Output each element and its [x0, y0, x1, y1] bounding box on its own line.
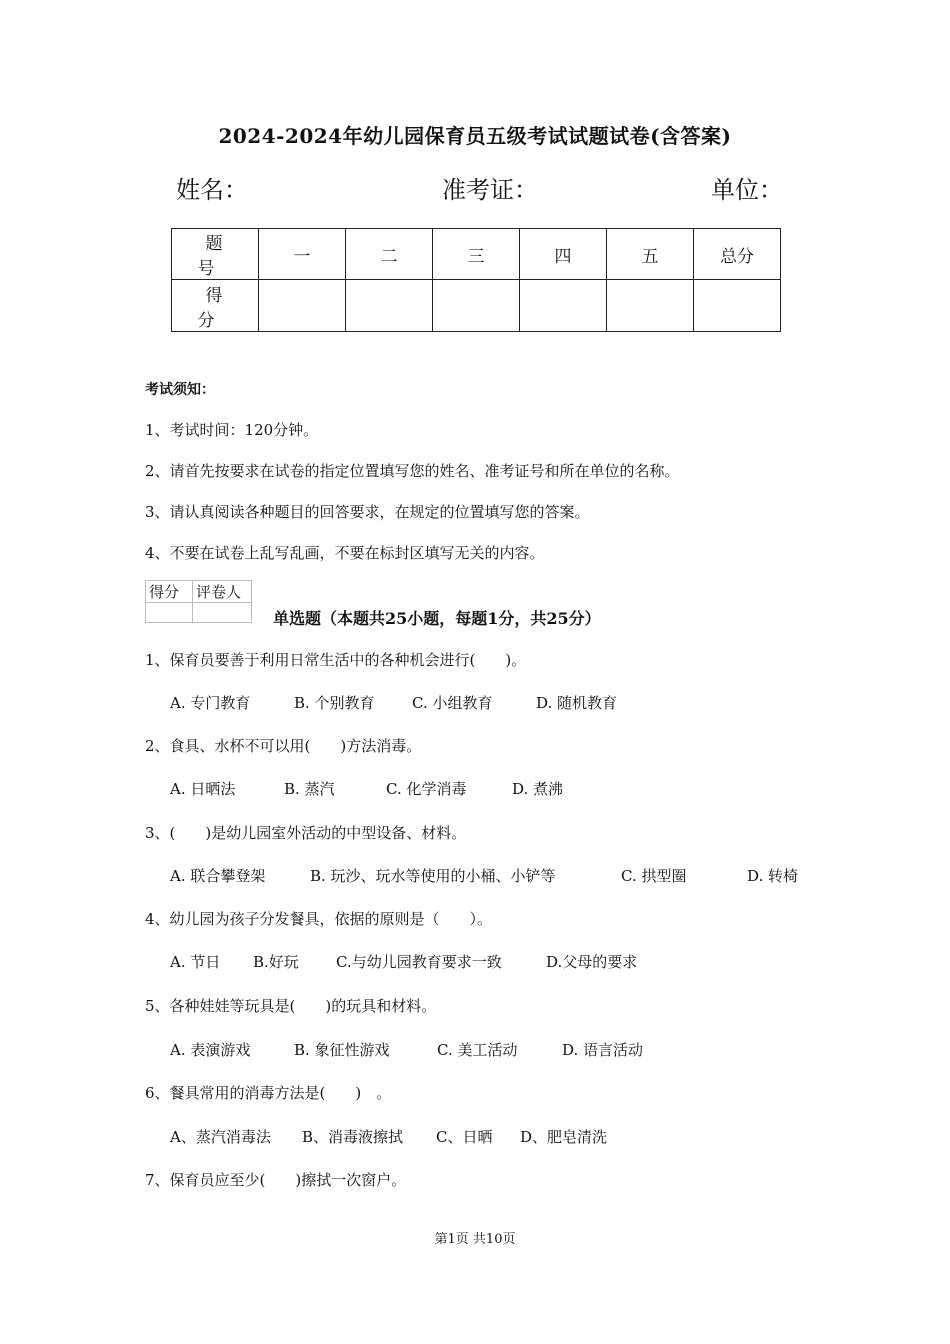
notice-title: 考试须知：: [145, 382, 215, 398]
option-a[interactable]: A. 节日: [170, 953, 221, 971]
option-d[interactable]: D.父母的要求: [546, 953, 638, 971]
score-row-label: 得 分: [172, 280, 259, 332]
header-total: 总分: [694, 229, 781, 280]
score-cell-total[interactable]: [694, 280, 781, 332]
option-b[interactable]: B. 蒸汽: [284, 780, 335, 798]
page-footer: 第1页 共10页: [434, 1232, 516, 1247]
score-cell-4[interactable]: [520, 280, 607, 332]
option-c[interactable]: C、日晒: [436, 1128, 493, 1146]
section-title: 单选题（本题共25小题，每题1分，共25分）: [273, 609, 601, 628]
score-table-header-row: [172, 229, 781, 280]
option-d[interactable]: D. 煮沸: [512, 780, 564, 798]
question-7: 7、保育员应至少( )擦拭一次窗户。: [145, 1171, 407, 1189]
grader-score-cell[interactable]: [146, 603, 193, 623]
score-table: [171, 228, 781, 332]
option-c[interactable]: C. 美工活动: [437, 1041, 518, 1059]
header-part-2: 二: [346, 229, 433, 280]
option-d[interactable]: D. 转椅: [747, 867, 799, 885]
option-a[interactable]: A、蒸汽消毒法: [170, 1128, 271, 1146]
unit-label: 单位：: [711, 176, 783, 204]
option-d[interactable]: D、肥皂清洗: [520, 1128, 608, 1146]
header-part-1: 一: [259, 229, 346, 280]
notice-item: 4、不要在试卷上乱写乱画，不要在标封区填写无关的内容。: [145, 544, 545, 562]
header-part-3: 三: [433, 229, 520, 280]
header-part-4: 四: [520, 229, 607, 280]
option-b[interactable]: B、消毒液擦拭: [302, 1128, 404, 1146]
notice-item: 1、考试时间：120分钟。: [145, 421, 319, 439]
header-part-5: 五: [607, 229, 694, 280]
score-cell-3[interactable]: [433, 280, 520, 332]
notice-item: 2、请首先按要求在试卷的指定位置填写您的姓名、准考证号和所在单位的名称。: [145, 462, 680, 480]
score-cell-2[interactable]: [346, 280, 433, 332]
exam-title: 2024-2024年幼儿园保育员五级考试试题试卷(含答案): [218, 124, 732, 148]
grader-reviewer-label: 评卷人: [193, 581, 252, 603]
option-c[interactable]: C.与幼儿园教育要求一致: [336, 953, 502, 971]
option-a[interactable]: A. 日晒法: [170, 780, 236, 798]
notice-item: 3、请认真阅读各种题目的回答要求，在规定的位置填写您的答案。: [145, 503, 590, 521]
exam-number-label: 准考证：: [442, 176, 538, 204]
option-a[interactable]: A. 表演游戏: [170, 1041, 251, 1059]
option-b[interactable]: B.好玩: [253, 953, 299, 971]
option-b[interactable]: B. 象征性游戏: [294, 1041, 390, 1059]
option-a[interactable]: A. 专门教育: [170, 694, 251, 712]
name-label: 姓名：: [176, 176, 248, 204]
score-table-score-row: [172, 280, 781, 332]
option-b[interactable]: B. 个别教育: [294, 694, 375, 712]
header-question-no: 题 号: [172, 229, 259, 280]
question-3: 3、( )是幼儿园室外活动的中型设备、材料。: [145, 824, 467, 842]
option-b[interactable]: B. 玩沙、玩水等使用的小桶、小铲等: [310, 867, 556, 885]
option-c[interactable]: C. 拱型圈: [621, 867, 687, 885]
question-4: 4、幼儿园为孩子分发餐具，依据的原则是（ ）。: [145, 910, 493, 928]
option-a[interactable]: A. 联合攀登架: [170, 867, 266, 885]
question-2: 2、食具、水杯不可以用( )方法消毒。: [145, 737, 422, 755]
option-c[interactable]: C. 小组教育: [412, 694, 493, 712]
question-5: 5、各种娃娃等玩具是( )的玩具和材料。: [145, 997, 437, 1015]
option-d[interactable]: D. 随机教育: [536, 694, 618, 712]
grader-reviewer-cell[interactable]: [193, 603, 252, 623]
option-c[interactable]: C. 化学消毒: [386, 780, 467, 798]
option-d[interactable]: D. 语言活动: [562, 1041, 644, 1059]
grader-box: [145, 580, 252, 623]
question-6: 6、餐具常用的消毒方法是( ) 。: [145, 1084, 392, 1102]
score-cell-5[interactable]: [607, 280, 694, 332]
grader-score-label: 得分: [146, 581, 193, 603]
question-1: 1、保育员要善于利用日常生活中的各种机会进行( )。: [145, 651, 527, 669]
